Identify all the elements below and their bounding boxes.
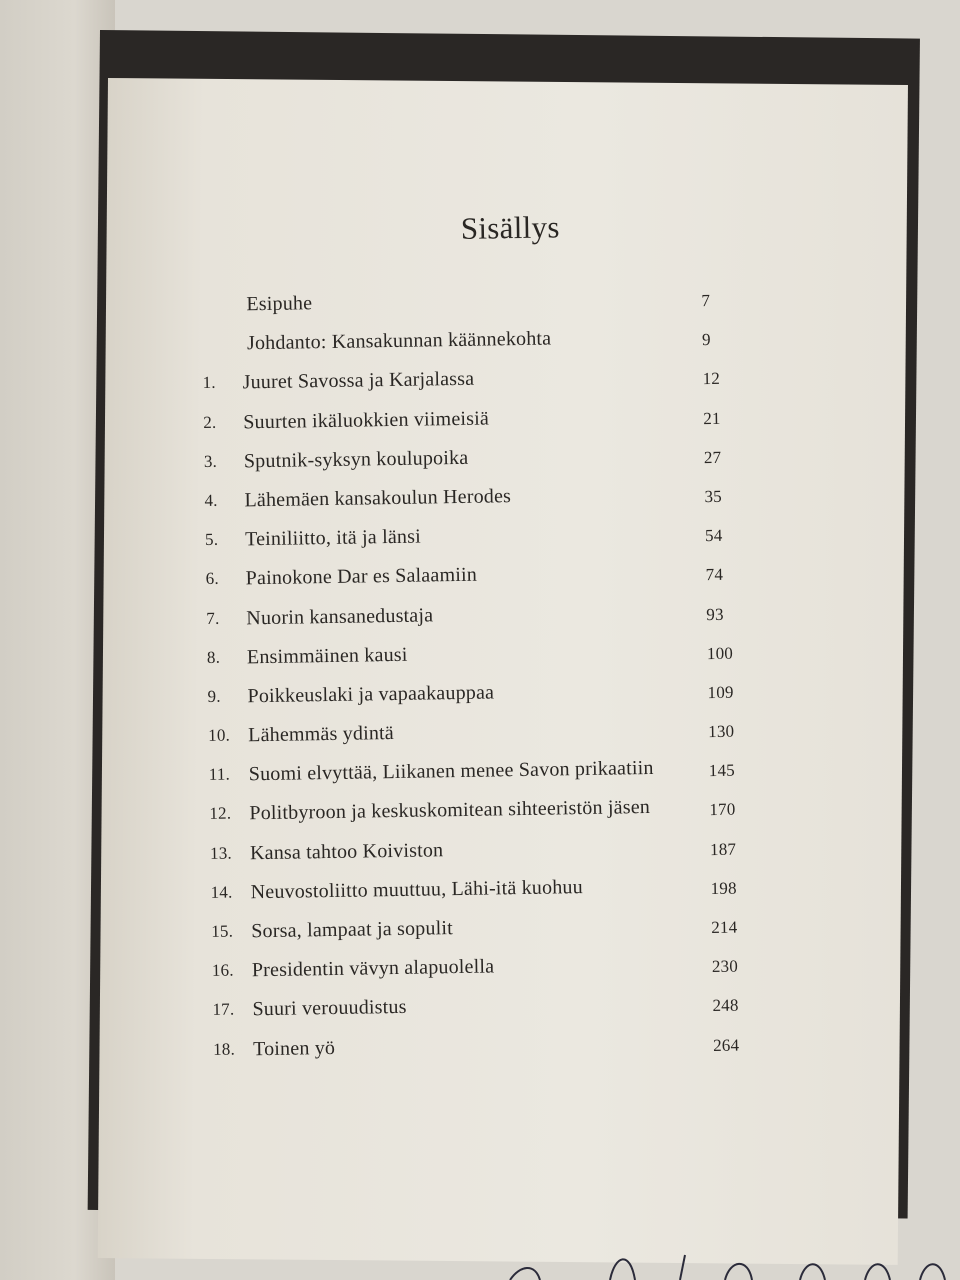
chapter-number: 17. [212,999,235,1020]
page-number: 187 [709,839,737,859]
chapter-number: 4. [204,490,218,510]
page-number: 264 [712,1035,740,1055]
chapter-title: Toinen yö [252,1036,336,1060]
chapter-title: Suomi elvyttää, Liikanen menee Savon prikaatiin [248,757,654,786]
handwriting-scribble [480,1225,960,1280]
page-number: 214 [711,917,738,938]
chapter-title: Ensimmäinen kausi [246,643,408,669]
chapter-number: 14. [210,882,233,902]
chapter-number: 9. [207,686,221,706]
chapter-number: 15. [211,921,234,941]
chapter-number: 3. [203,451,218,471]
chapter-title: Esipuhe [246,292,313,316]
chapter-number: 12. [209,804,232,824]
chapter-number: 7. [206,608,220,628]
chapter-number: 13. [209,843,233,863]
page-number: 54 [704,525,723,546]
chapter-title: Sputnik-syksyn koulupoika [243,446,469,473]
page-number: 9 [701,330,711,350]
toc-title: Sisällys [460,209,560,246]
page-number: 198 [710,878,737,898]
chapter-number [202,332,238,333]
chapter-title: Neuvostoliitto muuttuu, Lähi-itä kuohuu [250,875,583,904]
page-number: 21 [703,408,721,428]
page-number: 12 [702,369,721,389]
page-number: 109 [707,682,734,702]
chapter-title: Politbyroon ja keskuskomitean sihteeristön jäsen [249,796,651,825]
page-number: 74 [705,565,724,585]
page-number: 230 [711,956,739,977]
chapter-title: Kansa tahtoo Koiviston [249,838,444,864]
chapter-number: 6. [205,569,220,589]
chapter-title: Suurten ikäluokkien viimeisiä [243,407,490,433]
chapter-number: 10. [208,725,231,745]
page-number: 7 [701,290,711,311]
table-of-contents [200,206,773,1076]
chapter-title: Painokone Dar es Salaamiin [245,564,478,590]
chapter-title: Lähemmäs ydintä [248,722,395,747]
toc-entries [201,284,773,1076]
chapter-title: Presidentin vävyn alapuolella [251,955,495,982]
chapter-number: 18. [212,1039,236,1059]
page-number: 35 [704,486,723,507]
chapter-title: Lähemäen kansakoulun Herodes [244,485,512,512]
page-number: 248 [712,996,739,1016]
page-number: 130 [708,721,735,742]
chapter-title: Johdanto: Kansakunnan käännekohta [246,327,552,355]
chapter-title: Juuret Savossa ja Karjalassa [242,368,475,394]
chapter-title: Nuorin kansanedustaja [246,603,434,629]
page-number: 170 [709,800,736,820]
chapter-title: Poikkeuslaki ja vapaakauppaa [247,681,495,708]
chapter-number: 16. [211,960,234,981]
page-number: 100 [706,643,734,663]
chapter-number: 2. [203,412,217,432]
page-number: 145 [708,760,736,781]
page-number: 93 [706,604,724,624]
chapter-title: Teiniliitto, itä ja länsi [244,525,422,551]
page-number: 27 [703,447,722,467]
chapter-title: Suuri verouudistus [252,996,407,1021]
chapter-number [201,292,237,293]
chapter-number: 8. [206,647,221,667]
chapter-title: Sorsa, lampaat ja sopulit [251,917,454,943]
chapter-number: 5. [204,529,219,550]
chapter-number: 11. [208,764,231,785]
chapter-number: 1. [202,373,216,393]
